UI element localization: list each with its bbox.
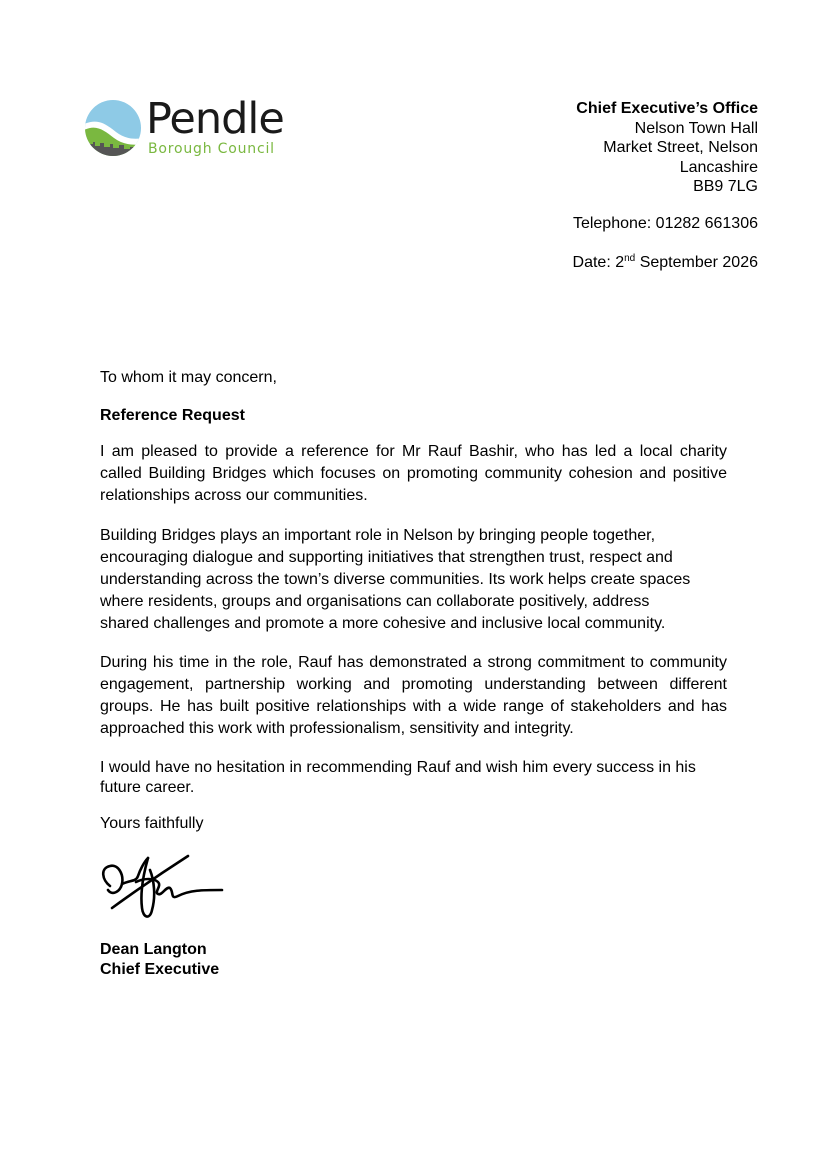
address-postcode: BB9 7LG: [693, 178, 758, 195]
paragraph-2: [100, 525, 727, 635]
paragraph-2-line: where residents, groups and organisations can collaborate positively, address: [100, 593, 650, 610]
paragraph-4: I would have no hesitation in recommending Rauf and wish him every success in his future career.: [100, 759, 696, 796]
letter-heading: Reference Request: [100, 407, 245, 424]
paragraph-2-line: Building Bridges plays an important role in Nelson by bringing people together,: [100, 527, 656, 544]
signer-name: Dean Langton: [100, 941, 207, 958]
paragraph-2-line: encouraging dialogue and supporting initiatives that strengthen trust, respect and: [100, 549, 673, 566]
paragraph-1: I am pleased to provide a reference for Mr Rauf Bashir, who has led a local charity called Building Bridges which focuses on promoting community cohesion and positive relationships across our communities.: [100, 443, 727, 504]
telephone: Telephone: 01282 661306: [572, 215, 758, 232]
date-ordinal: nd: [624, 253, 636, 264]
logo-wordmark: Pendle: [146, 94, 284, 144]
paragraph-2-line: shared challenges and promote a more cohesive and inclusive local community.: [100, 615, 666, 632]
sender-address: [576, 99, 758, 197]
pendle-emblem-icon: [84, 98, 144, 158]
address-line-2: Market Street, Nelson: [603, 139, 758, 156]
pendle-logo: [84, 94, 284, 160]
date-prefix: Date: 2: [572, 254, 625, 271]
salutation: To whom it may concern,: [100, 369, 277, 386]
logo-subtitle: Borough Council: [148, 141, 275, 157]
date-rest: September 2026: [635, 254, 758, 271]
paragraph-2-line: understanding across the town’s diverse communities. Its work helps create spaces: [100, 571, 691, 588]
address-line-3: Lancashire: [679, 158, 758, 176]
address-line-1: Nelson Town Hall: [634, 119, 758, 137]
letter-date: [573, 254, 758, 272]
signer-title: Chief Executive: [100, 960, 220, 978]
signatory: [100, 940, 219, 979]
closing: Yours faithfully: [100, 815, 204, 832]
office-name: Chief Executive’s Office: [576, 100, 758, 117]
handwritten-signature: [98, 852, 228, 926]
paragraph-3: During his time in the role, Rauf has demonstrated a strong commitment to community engagement, partnership working and promoting understanding between different groups. He has built positive relationships with a wide range of stakeholders and has approached this work with professionalism, sensitivity and integrity.: [100, 654, 727, 737]
